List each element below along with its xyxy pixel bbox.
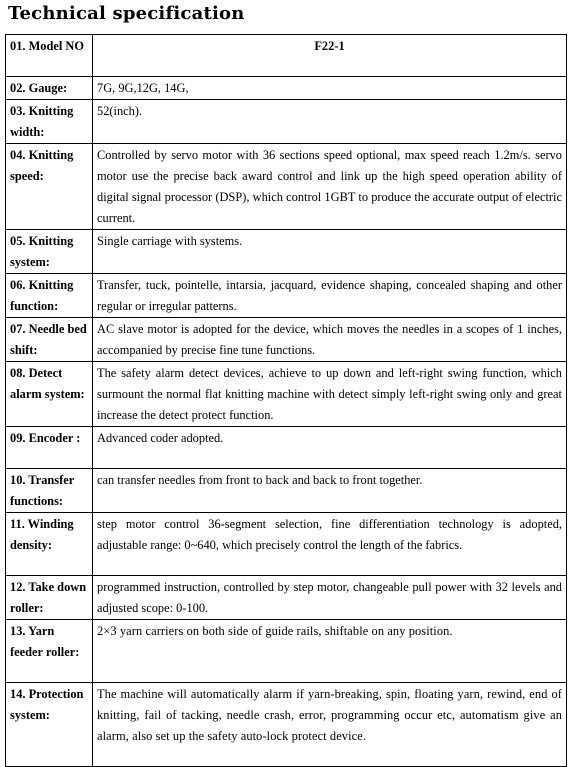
spec-value: programmed instruction, controlled by step motor, changeable pull power with 32 levels and adjusted scope: 0-100. xyxy=(93,576,567,620)
spec-value: F22-1 xyxy=(93,35,567,77)
spec-label: 02. Gauge: xyxy=(6,77,93,100)
spec-value: Advanced coder adopted. xyxy=(93,427,567,469)
spec-label: 07. Needle bed shift: xyxy=(6,318,93,362)
table-row xyxy=(6,274,567,318)
spec-label: 11. Winding density: xyxy=(6,513,93,576)
spec-value: The machine will automatically alarm if yarn-breaking, spin, floating yarn, rewind, end of knitting, fail of tacking, needle crash, error, programming occur etc, automatism give an alarm, also set up the safety auto-lock protect device. xyxy=(93,683,567,767)
spec-label: 01. Model NO xyxy=(6,35,93,77)
spec-value: The safety alarm detect devices, achieve to up down and left-right swing function, which surmount the normal flat knitting machine with detect simply left-right swing only and great increase the detect protect function. xyxy=(93,362,567,427)
table-row xyxy=(6,100,567,144)
spec-label: 09. Encoder : xyxy=(6,427,93,469)
spec-label: 13. Yarn feeder roller: xyxy=(6,620,93,683)
spec-value: 52(inch). xyxy=(93,100,567,144)
spec-label: 10. Transfer functions: xyxy=(6,469,93,513)
spec-value: 7G, 9G,12G, 14G, xyxy=(93,77,567,100)
table-row xyxy=(6,427,567,469)
table-row xyxy=(6,683,567,767)
spec-label: 04. Knitting speed: xyxy=(6,144,93,230)
table-row xyxy=(6,576,567,620)
table-row xyxy=(6,144,567,230)
spec-value: step motor control 36-segment selection, fine differentiation technology is adopted, adjustable range: 0~640, which precisely control the length of the fabrics. xyxy=(93,513,567,576)
spec-label: 06. Knitting function: xyxy=(6,274,93,318)
spec-label: 12. Take down roller: xyxy=(6,576,93,620)
table-row xyxy=(6,230,567,274)
spec-label: 03. Knitting width: xyxy=(6,100,93,144)
spec-value: 2×3 yarn carriers on both side of guide rails, shiftable on any position. xyxy=(93,620,567,683)
page-title: Technical specification xyxy=(8,3,245,24)
spec-table xyxy=(5,34,567,767)
table-row xyxy=(6,362,567,427)
table-row xyxy=(6,620,567,683)
spec-label: 14. Protection system: xyxy=(6,683,93,767)
table-row xyxy=(6,35,567,77)
spec-label: 08. Detect alarm system: xyxy=(6,362,93,427)
spec-value: AC slave motor is adopted for the device, which moves the needles in a scopes of 1 inches, accompanied by precise fine tune functions. xyxy=(93,318,567,362)
spec-value: Transfer, tuck, pointelle, intarsia, jacquard, evidence shaping, concealed shaping and other regular or irregular patterns. xyxy=(93,274,567,318)
spec-label: 05. Knitting system: xyxy=(6,230,93,274)
table-row xyxy=(6,469,567,513)
table-row xyxy=(6,77,567,100)
spec-value: Single carriage with systems. xyxy=(93,230,567,274)
spec-value: Controlled by servo motor with 36 sections speed optional, max speed reach 1.2m/s. servo motor use the precise back award control and link up the high speed operation ability of digital signal processor (DSP), which control 1GBT to produce the accurate output of electric current. xyxy=(93,144,567,230)
spec-value: can transfer needles from front to back and back to front together. xyxy=(93,469,567,513)
table-row xyxy=(6,513,567,576)
table-row xyxy=(6,318,567,362)
